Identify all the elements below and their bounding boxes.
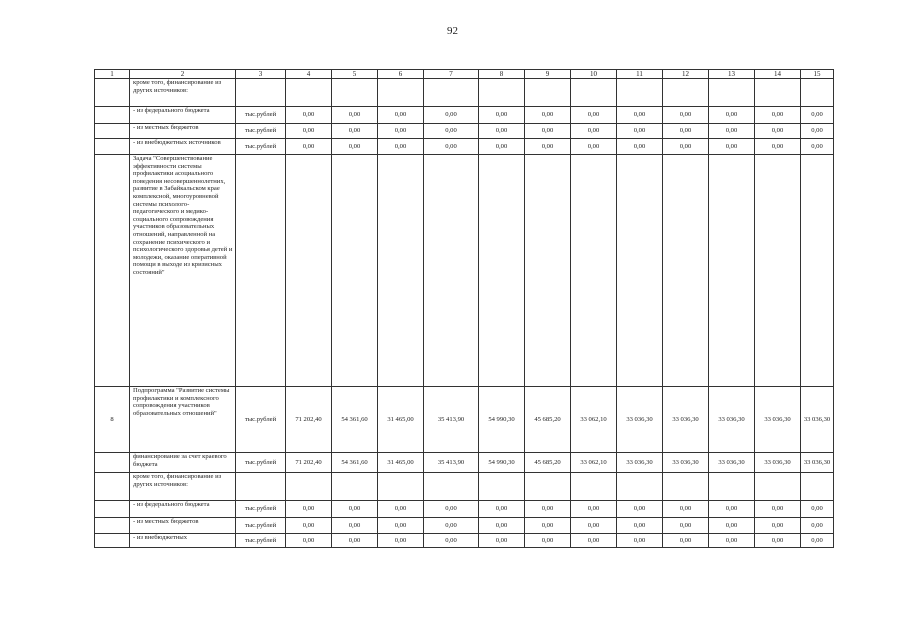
- row-value-cell: 35 413,90: [424, 453, 479, 473]
- row-unit-cell: тыс.рублей: [236, 387, 286, 453]
- header-cell: 3: [236, 70, 286, 79]
- row-value-cell: [755, 473, 801, 501]
- row-number-cell: [95, 79, 130, 107]
- row-value-cell: 0,00: [617, 107, 663, 124]
- row-unit-cell: тыс.рублей: [236, 518, 286, 534]
- page-number: 92: [447, 25, 458, 37]
- row-value-cell: 0,00: [801, 534, 834, 548]
- row-value-cell: 0,00: [286, 139, 332, 155]
- row-unit-cell: [236, 473, 286, 501]
- row-value-cell: [479, 473, 525, 501]
- table-row: [95, 501, 834, 518]
- row-description-cell: - из внебюджетных источников: [130, 139, 236, 155]
- row-value-cell: 33 036,30: [617, 453, 663, 473]
- row-value-cell: 0,00: [617, 534, 663, 548]
- row-value-cell: [479, 155, 525, 387]
- header-row: [95, 70, 834, 79]
- row-value-cell: 0,00: [424, 107, 479, 124]
- row-value-cell: 0,00: [755, 139, 801, 155]
- row-value-cell: [525, 473, 571, 501]
- row-value-cell: 0,00: [709, 501, 755, 518]
- row-value-cell: [332, 473, 378, 501]
- row-value-cell: [286, 473, 332, 501]
- table-row: [95, 107, 834, 124]
- row-value-cell: 0,00: [801, 518, 834, 534]
- row-value-cell: 0,00: [286, 534, 332, 548]
- row-value-cell: [378, 473, 424, 501]
- row-value-cell: 0,00: [378, 534, 424, 548]
- row-value-cell: [424, 79, 479, 107]
- row-value-cell: 0,00: [571, 518, 617, 534]
- table-row: [95, 79, 834, 107]
- row-value-cell: 33 036,30: [709, 453, 755, 473]
- row-value-cell: 0,00: [617, 139, 663, 155]
- row-value-cell: 35 413,90: [424, 387, 479, 453]
- row-unit-cell: тыс.рублей: [236, 107, 286, 124]
- row-value-cell: [571, 155, 617, 387]
- row-value-cell: [617, 79, 663, 107]
- table-row: [95, 155, 834, 387]
- row-number-cell: [95, 124, 130, 139]
- row-value-cell: 54 990,30: [479, 387, 525, 453]
- row-value-cell: 54 990,30: [479, 453, 525, 473]
- row-description-cell: Задача "Совершенствование эффективности системы профилактики асоциального поведения несовершеннолетних, развитие в Забайкальском крае комплексной, многоуровневой системы психолого-педагогического и медико-социального сопровождения участников образовательных отношений, направленной на сохранение психического и психологического здоровья детей и молодежи, оказание оперативной помощи в выходе из кризисных состояний": [130, 155, 236, 387]
- header-cell: 1: [95, 70, 130, 79]
- row-number-cell: [95, 155, 130, 387]
- row-value-cell: 0,00: [571, 501, 617, 518]
- row-value-cell: 0,00: [286, 501, 332, 518]
- row-value-cell: 33 036,30: [801, 453, 834, 473]
- table-row: [95, 518, 834, 534]
- row-value-cell: 0,00: [332, 139, 378, 155]
- row-value-cell: 0,00: [378, 501, 424, 518]
- header-cell: 8: [479, 70, 525, 79]
- row-value-cell: [571, 79, 617, 107]
- row-value-cell: 33 036,30: [801, 387, 834, 453]
- row-value-cell: [286, 155, 332, 387]
- row-unit-cell: тыс.рублей: [236, 453, 286, 473]
- row-unit-cell: тыс.рублей: [236, 501, 286, 518]
- row-description-cell: кроме того, финансирование из других источников:: [130, 79, 236, 107]
- budget-table: [94, 69, 834, 548]
- row-value-cell: [617, 473, 663, 501]
- row-value-cell: 71 202,40: [286, 387, 332, 453]
- row-value-cell: 0,00: [801, 501, 834, 518]
- row-value-cell: 0,00: [801, 139, 834, 155]
- row-number-cell: [95, 473, 130, 501]
- row-value-cell: 31 465,00: [378, 453, 424, 473]
- row-value-cell: 0,00: [709, 139, 755, 155]
- row-description-cell: - из федерального бюджета: [130, 501, 236, 518]
- row-value-cell: 0,00: [286, 107, 332, 124]
- row-value-cell: 0,00: [378, 124, 424, 139]
- row-value-cell: 0,00: [332, 107, 378, 124]
- row-value-cell: 0,00: [571, 124, 617, 139]
- row-value-cell: 0,00: [617, 124, 663, 139]
- row-value-cell: 0,00: [286, 124, 332, 139]
- row-value-cell: 0,00: [755, 107, 801, 124]
- row-value-cell: 0,00: [424, 518, 479, 534]
- row-value-cell: 33 036,30: [709, 387, 755, 453]
- row-value-cell: [332, 155, 378, 387]
- row-value-cell: 0,00: [663, 124, 709, 139]
- row-value-cell: 0,00: [332, 124, 378, 139]
- row-number-cell: [95, 534, 130, 548]
- row-value-cell: 0,00: [709, 534, 755, 548]
- row-value-cell: 0,00: [663, 534, 709, 548]
- row-description-cell: Подпрограмма "Развитие системы профилактики и комплексного сопровождения участников образовательных отношений": [130, 387, 236, 453]
- row-value-cell: [709, 473, 755, 501]
- row-number-cell: [95, 501, 130, 518]
- row-value-cell: 33 062,10: [571, 453, 617, 473]
- row-description-cell: - из федерального бюджета: [130, 107, 236, 124]
- row-value-cell: 0,00: [755, 534, 801, 548]
- header-cell: 12: [663, 70, 709, 79]
- row-value-cell: [286, 79, 332, 107]
- row-number-cell: [95, 518, 130, 534]
- header-cell: 10: [571, 70, 617, 79]
- row-value-cell: 0,00: [378, 107, 424, 124]
- row-value-cell: 0,00: [755, 124, 801, 139]
- row-value-cell: 0,00: [332, 534, 378, 548]
- row-value-cell: [663, 79, 709, 107]
- header-cell: 4: [286, 70, 332, 79]
- row-value-cell: 0,00: [617, 501, 663, 518]
- row-value-cell: 0,00: [525, 518, 571, 534]
- row-value-cell: [332, 79, 378, 107]
- row-value-cell: 0,00: [479, 534, 525, 548]
- table-row: [95, 139, 834, 155]
- row-value-cell: 0,00: [479, 501, 525, 518]
- row-value-cell: 0,00: [663, 139, 709, 155]
- row-value-cell: [801, 79, 834, 107]
- row-value-cell: 0,00: [479, 107, 525, 124]
- row-value-cell: 0,00: [571, 534, 617, 548]
- row-description-cell: - из внебюджетных: [130, 534, 236, 548]
- row-value-cell: 0,00: [525, 501, 571, 518]
- header-cell: 11: [617, 70, 663, 79]
- header-cell: 9: [525, 70, 571, 79]
- row-value-cell: [663, 155, 709, 387]
- row-value-cell: 0,00: [378, 518, 424, 534]
- row-unit-cell: тыс.рублей: [236, 534, 286, 548]
- row-value-cell: 0,00: [332, 518, 378, 534]
- row-value-cell: 0,00: [424, 139, 479, 155]
- row-value-cell: 0,00: [663, 107, 709, 124]
- row-value-cell: [571, 473, 617, 501]
- row-value-cell: [479, 79, 525, 107]
- row-value-cell: 0,00: [286, 518, 332, 534]
- row-value-cell: 33 062,10: [571, 387, 617, 453]
- row-value-cell: 0,00: [663, 518, 709, 534]
- row-value-cell: 0,00: [479, 124, 525, 139]
- row-value-cell: 0,00: [424, 534, 479, 548]
- row-value-cell: 45 685,20: [525, 453, 571, 473]
- row-unit-cell: тыс.рублей: [236, 139, 286, 155]
- row-unit-cell: [236, 79, 286, 107]
- row-value-cell: 0,00: [332, 501, 378, 518]
- header-cell: 14: [755, 70, 801, 79]
- row-value-cell: 54 361,60: [332, 453, 378, 473]
- row-value-cell: 31 465,00: [378, 387, 424, 453]
- row-value-cell: 0,00: [801, 124, 834, 139]
- row-value-cell: [424, 155, 479, 387]
- table-row: [95, 473, 834, 501]
- row-value-cell: 0,00: [663, 501, 709, 518]
- row-value-cell: [755, 79, 801, 107]
- row-value-cell: 0,00: [755, 518, 801, 534]
- row-value-cell: 0,00: [424, 501, 479, 518]
- row-value-cell: 0,00: [525, 534, 571, 548]
- row-value-cell: 54 361,60: [332, 387, 378, 453]
- row-value-cell: [709, 79, 755, 107]
- row-value-cell: 0,00: [709, 124, 755, 139]
- row-value-cell: 0,00: [571, 139, 617, 155]
- header-cell: 15: [801, 70, 834, 79]
- table-row: [95, 387, 834, 453]
- row-description-cell: - из местных бюджетов: [130, 518, 236, 534]
- row-value-cell: 45 685,20: [525, 387, 571, 453]
- row-value-cell: [525, 79, 571, 107]
- row-unit-cell: [236, 155, 286, 387]
- header-cell: 13: [709, 70, 755, 79]
- row-value-cell: 0,00: [709, 107, 755, 124]
- header-cell: 2: [130, 70, 236, 79]
- row-value-cell: [424, 473, 479, 501]
- row-value-cell: 0,00: [709, 518, 755, 534]
- row-description-cell: - из местных бюджетов: [130, 124, 236, 139]
- row-value-cell: 33 036,30: [755, 387, 801, 453]
- row-value-cell: 0,00: [755, 501, 801, 518]
- row-description-cell: финансирование за счет краевого бюджета: [130, 453, 236, 473]
- row-value-cell: 33 036,30: [617, 387, 663, 453]
- header-cell: 7: [424, 70, 479, 79]
- row-value-cell: 0,00: [525, 139, 571, 155]
- row-value-cell: [525, 155, 571, 387]
- row-value-cell: 0,00: [479, 139, 525, 155]
- row-value-cell: 0,00: [801, 107, 834, 124]
- row-value-cell: 0,00: [525, 124, 571, 139]
- row-value-cell: 0,00: [571, 107, 617, 124]
- row-number-cell: [95, 453, 130, 473]
- row-value-cell: [709, 155, 755, 387]
- row-value-cell: 0,00: [424, 124, 479, 139]
- row-number-cell: [95, 107, 130, 124]
- row-value-cell: 0,00: [617, 518, 663, 534]
- table-row: [95, 124, 834, 139]
- row-value-cell: 33 036,30: [663, 387, 709, 453]
- row-value-cell: [663, 473, 709, 501]
- row-value-cell: [378, 155, 424, 387]
- row-unit-cell: тыс.рублей: [236, 124, 286, 139]
- table-row: [95, 534, 834, 548]
- row-value-cell: [755, 155, 801, 387]
- row-value-cell: 71 202,40: [286, 453, 332, 473]
- row-value-cell: 0,00: [525, 107, 571, 124]
- row-value-cell: [801, 473, 834, 501]
- table-row: [95, 453, 834, 473]
- row-value-cell: 0,00: [479, 518, 525, 534]
- row-number-cell: 8: [95, 387, 130, 453]
- row-value-cell: [378, 79, 424, 107]
- row-value-cell: [617, 155, 663, 387]
- header-cell: 6: [378, 70, 424, 79]
- header-cell: 5: [332, 70, 378, 79]
- row-value-cell: 33 036,30: [755, 453, 801, 473]
- row-value-cell: 0,00: [378, 139, 424, 155]
- row-value-cell: [801, 155, 834, 387]
- row-description-cell: кроме того, финансирование из других источников:: [130, 473, 236, 501]
- row-value-cell: 33 036,30: [663, 453, 709, 473]
- row-number-cell: [95, 139, 130, 155]
